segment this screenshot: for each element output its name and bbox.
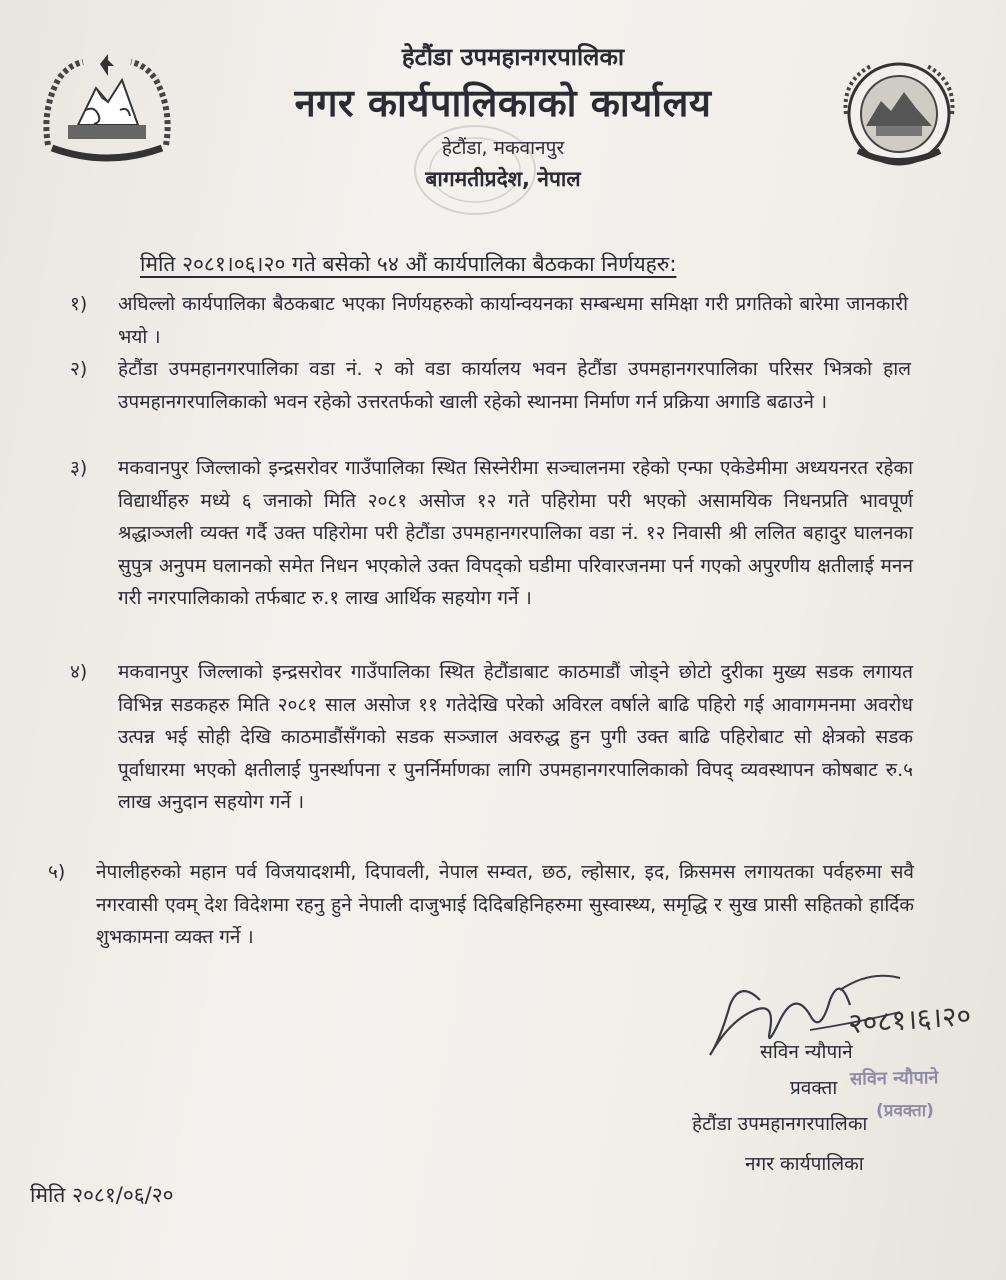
decision-item	[70, 353, 911, 418]
decision-number: ३)	[70, 457, 88, 479]
stamp-role: (प्रवक्ता)	[876, 1101, 934, 1121]
decision-text: हेटौंडा उपमहानगरपालिका वडा नं. २ को वडा कार्यालय भवन हेटौंडा उपमहानगरपालिका परिसर भित्रको हाल उपमहानगरपालिकाको भवन रहेको उत्तरतर्फको खाली रहेको स्थानमा निर्माण गर्न प्रक्रिया अगाडि बढाउने ।	[118, 358, 911, 413]
decision-text: मकवानपुर जिल्लाको इन्द्रसरोवर गाउँपालिका स्थित हेटौंडाबाट काठमाडौं जोड्ने छोटो दुरीका मुख्य सडक लगायत विभिन्न सडकहरु मिति २०८१ साल असोज ११ गतेदेखि परेको अविरल वर्षाले बाढि पहिरो गई आवागमनमा अवरोध उत्पन्न भई सोही देखि काठमाडौंसँगको सडक सञ्जाल अवरुद्ध हुन पुगी उक्त बाढि पहिरोबाट सो क्षेत्रको सडक पूर्वाधारमा भएको क्षतीलाई पुनर्स्थापना र पुनर्निर्माणका लागि उपमहानगरपालिकाको विपद् व्यवस्थापन कोषबाट रु.५ लाख अनुदान सहयोग गर्ने ।	[118, 661, 913, 813]
office-address: हेटौंडा, मकवानपुर	[441, 137, 565, 159]
signatory-org: हेटौंडा उपमहानगरपालिका	[692, 1113, 868, 1135]
signatory-org-unit: नगर कार्यपालिका	[745, 1153, 864, 1175]
decisions-heading: मिति २०८१।०६।२० गते बसेको ५४ औं कार्यपालिका बैठकका निर्णयहरु:	[140, 252, 677, 276]
decision-item	[70, 452, 913, 615]
decision-text: मकवानपुर जिल्लाको इन्द्रसरोवर गाउँपालिका स्थित सिस्नेरीमा सञ्चालनमा रहेको एन्फा एकेडेमीमा अध्ययनरत रहेका विद्यार्थीहरु मध्ये ६ जनाको मिति २०८१ असोज १२ गते पहिरोमा परी भएको असामयिक निधनप्रति भावपूर्ण श्रद्धाञ्जली व्यक्त गर्दै उक्त पहिरोमा परी हेटौंडा उपमहानगरपालिका वडा नं. १२ निवासी श्री ललित बहादुर घालनका सुपुत्र अनुपम घलानको समेत निधन भएकोले उक्त विपद्को घडीमा परिवारजनमा पर्न गएको अपुरणीय क्षतीलाई मनन गरी नगरपालिकाको तर्फबाट रु.१ लाख आर्थिक सहयोग गर्ने ।	[118, 457, 913, 609]
signature-date: २०८१।६।२०	[847, 998, 973, 1041]
office-title: नगर कार्यपालिकाको कार्यालय	[294, 81, 712, 125]
decision-number: २)	[70, 358, 88, 380]
office-province: बागमतीप्रदेश, नेपाल	[425, 167, 581, 191]
decision-number: ४)	[70, 661, 88, 683]
decision-number: ५)	[48, 861, 66, 883]
decision-text: नेपालीहरुको महान पर्व विजयादशमी, दिपावली, नेपाल सम्वत, छठ, ल्होसार, इद, क्रिसमस लगायतका पर्वहरुमा सवै नगरवासी एवम् देश विदेशमा रहनु हुने नेपाली दाजुभाई दिदिबहिनिहरुमा सुस्वास्थ्य, समृद्धि र सुख प्रासी सहितको हार्दिक शुभकामना व्यक्त गर्ने ।	[96, 861, 914, 948]
signatory-name: सविन न्यौपाने	[760, 1041, 853, 1063]
signatory-title: प्रवक्ता	[790, 1077, 838, 1099]
decision-item	[48, 856, 914, 954]
stamp-name: सविन न्यौपाने	[849, 1067, 939, 1090]
decision-number: १)	[70, 293, 88, 315]
decision-item	[70, 656, 913, 819]
decision-text: अघिल्लो कार्यपालिका बैठकबाट भएका निर्णयहरुको कार्यान्वयनका सम्बन्धमा समिक्षा गरी प्रगतिको बारेमा जानकारी भयो ।	[118, 293, 908, 348]
document-date: मिति २०८१/०६/२०	[30, 1183, 174, 1207]
municipality-name: हेटौंडा उपमहानगरपालिका	[401, 43, 625, 71]
decision-item	[70, 288, 908, 353]
